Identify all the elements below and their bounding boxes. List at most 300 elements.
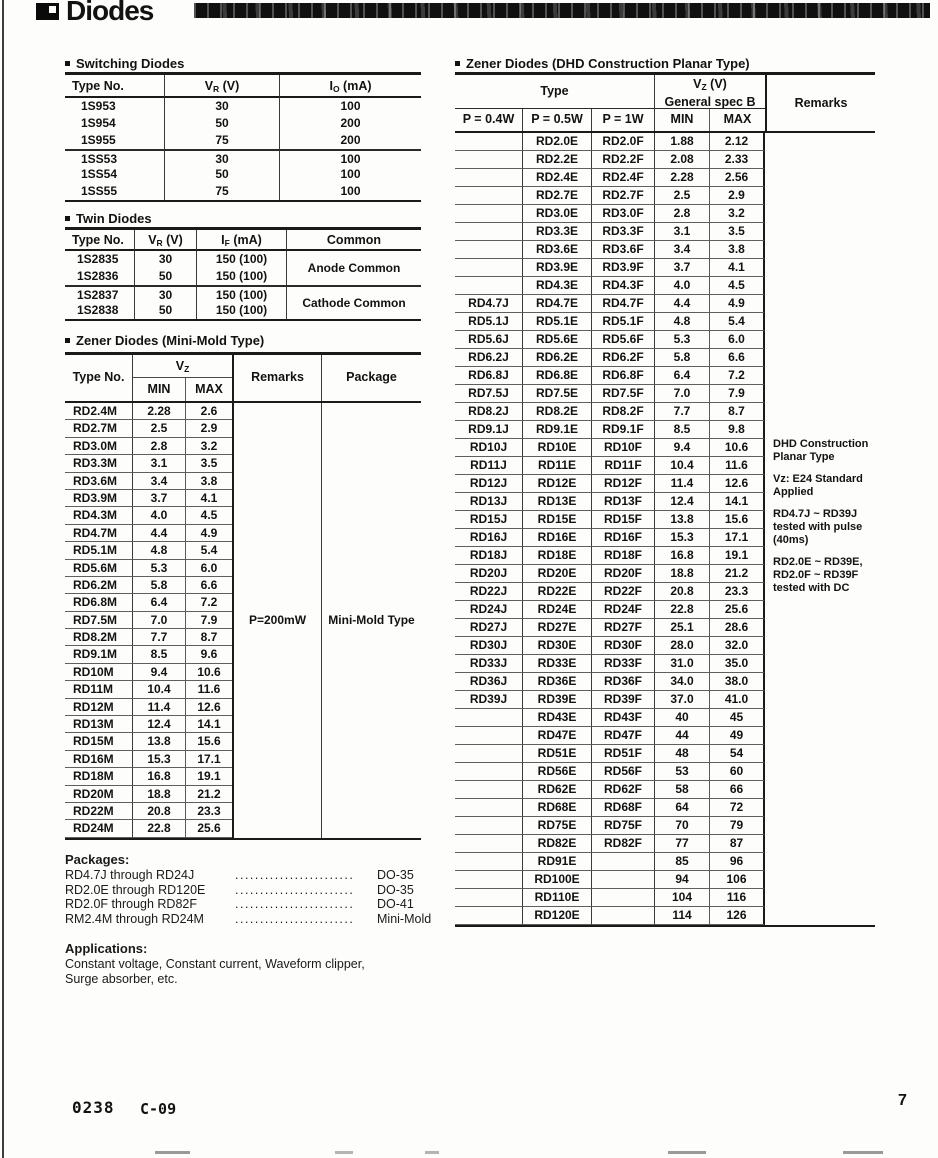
vz-max-cell: 4.1: [710, 259, 765, 277]
col-header-vr: $V_R$ (V): [165, 75, 280, 98]
type-p05-cell: RD8.2E: [523, 403, 592, 421]
footer-section-code: C-09: [140, 1100, 177, 1118]
vz-min-cell: 11.4: [655, 475, 710, 493]
vz-max-cell: 19.1: [186, 768, 232, 785]
type-p1-cell: RD9.1F: [592, 421, 655, 439]
type-no-cell: RD24M: [65, 820, 133, 837]
packages-section: [65, 852, 445, 926]
package-merged-cell: Mini-Mold Type: [328, 613, 415, 628]
vz-max-cell: 126: [710, 907, 765, 925]
footer-page-number: 7: [898, 1092, 907, 1109]
type-p1-cell: RD82F: [592, 835, 655, 853]
type-p05-cell: RD15E: [523, 511, 592, 529]
vz-min-cell: 94: [655, 871, 710, 889]
type-no-cell: RD15M: [65, 733, 133, 750]
type-p04-cell: RD4.7J: [455, 295, 523, 313]
footer-code: 0238: [72, 1098, 115, 1117]
vr-cell: 30: [165, 149, 280, 166]
col-header-min: MIN: [133, 378, 186, 401]
vz-max-cell: 10.6: [186, 664, 232, 681]
type-p05-cell: RD3.9E: [523, 259, 592, 277]
vz-max-cell: 6.6: [186, 577, 232, 594]
type-p1-cell: RD15F: [592, 511, 655, 529]
type-p1-cell: RD20F: [592, 565, 655, 583]
type-p05-cell: RD2.7E: [523, 187, 592, 205]
vz-max-cell: 41.0: [710, 691, 765, 709]
common-cell: Cathode Common: [287, 285, 421, 319]
type-p1-cell: RD56F: [592, 763, 655, 781]
type-p05-cell: RD3.0E: [523, 205, 592, 223]
type-p04-cell: RD9.1J: [455, 421, 523, 439]
package-dots: ........................: [235, 897, 355, 911]
type-no-cell: RD18M: [65, 768, 133, 785]
scan-artifact: [335, 1151, 353, 1154]
type-p04-cell: RD30J: [455, 637, 523, 655]
type-p1-cell: RD6.2F: [592, 349, 655, 367]
zener-dhd-rows: [455, 133, 765, 925]
col-header-p04: P = 0.4W: [455, 109, 523, 131]
vz-max-cell: 2.6: [186, 403, 232, 420]
vz-min-cell: 13.8: [133, 733, 186, 750]
type-p1-cell: RD3.0F: [592, 205, 655, 223]
bullet-icon: [455, 61, 460, 66]
type-no-cell: RD16M: [65, 751, 133, 768]
type-no-cell: 1S2838: [65, 302, 135, 319]
vz-max-cell: 2.56: [710, 169, 765, 187]
scan-edge-line: [2, 0, 4, 1158]
type-p05-cell: RD43E: [523, 709, 592, 727]
type-p04-cell: [455, 727, 523, 745]
vz-min-cell: 31.0: [655, 655, 710, 673]
vz-min-cell: 16.8: [133, 768, 186, 785]
vz-min-cell: 7.0: [133, 612, 186, 629]
type-no-cell: RD3.6M: [65, 473, 133, 490]
type-no-cell: RD8.2M: [65, 629, 133, 646]
type-p04-cell: RD33J: [455, 655, 523, 673]
vz-max-cell: 7.2: [710, 367, 765, 385]
scan-artifact: [843, 1151, 883, 1154]
zener-dhd-table: [455, 72, 875, 927]
vr-cell: 30: [165, 98, 280, 115]
type-p05-cell: RD22E: [523, 583, 592, 601]
type-p1-cell: RD43F: [592, 709, 655, 727]
type-p05-cell: RD39E: [523, 691, 592, 709]
vz-min-cell: 3.7: [133, 490, 186, 507]
package-name: DO-35: [377, 868, 414, 882]
vz-min-cell: 3.1: [133, 455, 186, 472]
vz-max-cell: 28.6: [710, 619, 765, 637]
type-p05-cell: RD2.2E: [523, 151, 592, 169]
type-p05-cell: RD91E: [523, 853, 592, 871]
col-header-vz: $V_Z$: [133, 355, 232, 378]
type-p05-cell: RD12E: [523, 475, 592, 493]
vz-max-cell: 19.1: [710, 547, 765, 565]
type-no-cell: 1SS53: [65, 149, 165, 166]
type-p1-cell: RD8.2F: [592, 403, 655, 421]
vz-min-cell: 9.4: [655, 439, 710, 457]
type-p1-cell: RD2.0F: [592, 133, 655, 151]
type-no-cell: 1S954: [65, 115, 165, 132]
col-header-common: Common: [287, 230, 421, 251]
vr-cell: 50: [135, 302, 197, 319]
type-p1-cell: RD3.3F: [592, 223, 655, 241]
type-p04-cell: [455, 169, 523, 187]
vz-min-cell: 34.0: [655, 673, 710, 691]
type-p04-cell: RD11J: [455, 457, 523, 475]
vz-max-cell: 38.0: [710, 673, 765, 691]
vz-max-cell: 8.7: [186, 629, 232, 646]
vz-min-cell: 8.5: [655, 421, 710, 439]
type-p05-cell: RD24E: [523, 601, 592, 619]
type-p1-cell: RD2.2F: [592, 151, 655, 169]
vz-min-cell: 64: [655, 799, 710, 817]
vz-min-cell: 4.0: [655, 277, 710, 295]
vz-max-cell: 10.6: [710, 439, 765, 457]
vz-min-cell: 7.0: [655, 385, 710, 403]
io-cell: 100: [340, 184, 361, 198]
vz-max-cell: 6.6: [710, 349, 765, 367]
vz-min-cell: 6.4: [133, 594, 186, 611]
vz-max-cell: 8.7: [710, 403, 765, 421]
zener-mini-rows: [65, 403, 232, 838]
vr-cell: 30: [135, 251, 197, 268]
vz-min-cell: 20.8: [655, 583, 710, 601]
section-title-twin: Twin Diodes: [65, 211, 152, 226]
type-p1-cell: RD24F: [592, 601, 655, 619]
type-p1-cell: RD10F: [592, 439, 655, 457]
vz-min-cell: 5.8: [133, 577, 186, 594]
io-cell: 100: [340, 99, 361, 113]
vz-max-cell: 4.5: [710, 277, 765, 295]
type-p04-cell: [455, 259, 523, 277]
type-p04-cell: RD18J: [455, 547, 523, 565]
if-cell: 150 (100): [197, 285, 287, 302]
type-p1-cell: [592, 889, 655, 907]
type-p04-cell: [455, 745, 523, 763]
type-p1-cell: RD5.6F: [592, 331, 655, 349]
type-p04-cell: RD15J: [455, 511, 523, 529]
type-p04-cell: RD10J: [455, 439, 523, 457]
vz-min-cell: 70: [655, 817, 710, 835]
type-p04-cell: RD24J: [455, 601, 523, 619]
type-p1-cell: RD3.6F: [592, 241, 655, 259]
vz-max-cell: 45: [710, 709, 765, 727]
type-p1-cell: RD5.1F: [592, 313, 655, 331]
type-p05-cell: RD4.7E: [523, 295, 592, 313]
section-title-zener-mini: Zener Diodes (Mini-Mold Type): [65, 333, 264, 348]
type-p04-cell: [455, 205, 523, 223]
type-p1-cell: RD11F: [592, 457, 655, 475]
col-header-type-no: Type No.: [65, 355, 133, 401]
package-range: RM2.4M through RD24M: [65, 911, 204, 926]
type-p04-cell: RD27J: [455, 619, 523, 637]
vz-max-cell: 3.5: [710, 223, 765, 241]
vz-max-cell: 6.0: [186, 560, 232, 577]
type-p05-cell: RD11E: [523, 457, 592, 475]
vz-max-cell: 4.1: [186, 490, 232, 507]
type-p04-cell: [455, 187, 523, 205]
vz-min-cell: 4.0: [133, 507, 186, 524]
type-p04-cell: [455, 871, 523, 889]
type-p1-cell: RD27F: [592, 619, 655, 637]
vz-min-cell: 15.3: [655, 529, 710, 547]
type-p05-cell: RD5.1E: [523, 313, 592, 331]
type-p05-cell: RD9.1E: [523, 421, 592, 439]
zener-mini-table-header: [65, 355, 421, 403]
package-name: DO-35: [377, 882, 414, 897]
type-no-cell: RD5.1M: [65, 542, 133, 559]
package-range: RD2.0F through RD82F: [65, 897, 198, 911]
vz-max-cell: 54: [710, 745, 765, 763]
type-p04-cell: RD5.6J: [455, 331, 523, 349]
type-p05-cell: RD2.4E: [523, 169, 592, 187]
type-p05-cell: RD3.6E: [523, 241, 592, 259]
package-line: [65, 912, 445, 927]
bullet-icon: [65, 61, 70, 66]
type-p04-cell: RD36J: [455, 673, 523, 691]
type-p04-cell: RD7.5J: [455, 385, 523, 403]
vz-min-cell: 3.7: [655, 259, 710, 277]
scan-artifact: [425, 1151, 439, 1154]
vz-max-cell: 106: [710, 871, 765, 889]
zener-dhd-table-header: [455, 75, 875, 133]
io-cell: 200: [340, 133, 361, 147]
type-p05-cell: RD6.2E: [523, 349, 592, 367]
vz-min-cell: 5.8: [655, 349, 710, 367]
type-p05-cell: RD27E: [523, 619, 592, 637]
type-no-cell: 1S2837: [65, 285, 135, 302]
scan-artifact: [155, 1151, 190, 1154]
col-header-if: $I_F$ (mA): [197, 230, 287, 251]
vz-min-cell: 7.7: [133, 629, 186, 646]
vz-max-cell: 4.5: [186, 507, 232, 524]
type-no-cell: 1SS54: [65, 166, 165, 183]
vz-max-cell: 49: [710, 727, 765, 745]
type-p1-cell: RD3.9F: [592, 259, 655, 277]
type-p1-cell: RD6.8F: [592, 367, 655, 385]
vz-min-cell: 18.8: [655, 565, 710, 583]
vz-min-cell: 37.0: [655, 691, 710, 709]
bullet-icon: [65, 216, 70, 221]
switching-table: [65, 72, 421, 202]
type-p04-cell: [455, 151, 523, 169]
vz-min-cell: 4.4: [655, 295, 710, 313]
type-p04-cell: [455, 763, 523, 781]
vr-cell: 50: [165, 115, 280, 132]
type-no-cell: RD4.7M: [65, 525, 133, 542]
type-p04-cell: RD13J: [455, 493, 523, 511]
type-p1-cell: RD68F: [592, 799, 655, 817]
type-p1-cell: RD4.3F: [592, 277, 655, 295]
vz-max-cell: 2.9: [186, 420, 232, 437]
col-header-remarks: Remarks: [232, 355, 322, 401]
vz-min-cell: 4.8: [133, 542, 186, 559]
type-no-cell: 1S2836: [65, 268, 135, 285]
vz-min-cell: 11.4: [133, 699, 186, 716]
type-p05-cell: RD16E: [523, 529, 592, 547]
type-p04-cell: [455, 853, 523, 871]
type-p04-cell: RD22J: [455, 583, 523, 601]
type-p05-cell: RD68E: [523, 799, 592, 817]
vz-min-cell: 7.7: [655, 403, 710, 421]
zener-mini-table: [65, 352, 421, 840]
vr-cell: 50: [135, 268, 197, 285]
type-no-cell: RD6.8M: [65, 594, 133, 611]
vz-max-cell: 15.6: [710, 511, 765, 529]
vz-min-cell: 2.28: [655, 169, 710, 187]
if-cell: 150 (100): [197, 251, 287, 268]
vz-min-cell: 16.8: [655, 547, 710, 565]
type-p05-cell: RD51E: [523, 745, 592, 763]
vz-max-cell: 87: [710, 835, 765, 853]
type-p05-cell: RD6.8E: [523, 367, 592, 385]
vz-max-cell: 11.6: [710, 457, 765, 475]
col-header-max: MAX: [195, 382, 223, 396]
vz-min-cell: 53: [655, 763, 710, 781]
vz-min-cell: 2.8: [133, 438, 186, 455]
vz-min-cell: 58: [655, 781, 710, 799]
type-no-cell: RD5.6M: [65, 560, 133, 577]
col-header-vz-general: [655, 75, 765, 109]
vz-min-cell: 48: [655, 745, 710, 763]
vz-min-cell: 44: [655, 727, 710, 745]
bullet-icon: [65, 338, 70, 343]
vz-max-cell: 3.5: [186, 455, 232, 472]
type-p1-cell: [592, 871, 655, 889]
vz-min-cell: 5.3: [655, 331, 710, 349]
vz-max-cell: 60: [710, 763, 765, 781]
io-cell: 200: [340, 116, 361, 130]
vz-min-cell: 25.1: [655, 619, 710, 637]
type-no-cell: RD12M: [65, 699, 133, 716]
type-no-cell: RD13M: [65, 716, 133, 733]
vz-min-cell: 6.4: [655, 367, 710, 385]
type-p05-cell: RD20E: [523, 565, 592, 583]
type-p04-cell: [455, 709, 523, 727]
vz-min-cell: 4.4: [133, 525, 186, 542]
applications-line: Constant voltage, Constant current, Waveform clipper,: [65, 957, 365, 971]
type-p04-cell: [455, 889, 523, 907]
vz-min-cell: 104: [655, 889, 710, 907]
vr-cell: 75: [165, 183, 280, 200]
type-p1-cell: RD39F: [592, 691, 655, 709]
type-p04-cell: RD8.2J: [455, 403, 523, 421]
vz-max-cell: 21.2: [710, 565, 765, 583]
type-no-cell: RD3.3M: [65, 455, 133, 472]
type-no-cell: RD3.0M: [65, 438, 133, 455]
packages-list: [65, 868, 445, 926]
type-no-cell: RD22M: [65, 803, 133, 820]
type-p1-cell: RD36F: [592, 673, 655, 691]
vz-min-cell: 15.3: [133, 751, 186, 768]
vz-max-cell: 9.8: [710, 421, 765, 439]
type-p04-cell: RD12J: [455, 475, 523, 493]
type-p1-cell: RD7.5F: [592, 385, 655, 403]
type-p05-cell: RD75E: [523, 817, 592, 835]
remark-note: DHD Construction Planar Type: [773, 438, 869, 463]
type-p05-cell: RD36E: [523, 673, 592, 691]
if-cell: 150 (100): [197, 302, 287, 319]
vz-max-cell: 14.1: [186, 716, 232, 733]
type-p05-cell: RD7.5E: [523, 385, 592, 403]
type-p05-cell: RD62E: [523, 781, 592, 799]
vz-max-cell: 4.9: [186, 525, 232, 542]
vz-max-cell: 7.9: [710, 385, 765, 403]
type-p05-cell: RD110E: [523, 889, 592, 907]
vz-min-cell: 28.0: [655, 637, 710, 655]
zener-dhd-table-body: [455, 133, 875, 925]
type-no-cell: 1S955: [65, 132, 165, 149]
type-p04-cell: [455, 781, 523, 799]
type-p04-cell: RD16J: [455, 529, 523, 547]
vz-max-cell: 11.6: [186, 681, 232, 698]
package-dots: ........................: [235, 911, 355, 926]
vz-max-cell: 25.6: [710, 601, 765, 619]
type-p05-cell: RD56E: [523, 763, 592, 781]
col-header-max: MAX: [723, 112, 752, 126]
package-line: [65, 883, 445, 898]
vz-min-cell: 2.8: [655, 205, 710, 223]
vz-min-cell: 1.88: [655, 133, 710, 151]
vz-min-cell: 2.5: [133, 420, 186, 437]
vz-max-cell: 15.6: [186, 733, 232, 750]
vz-max-cell: 21.2: [186, 786, 232, 803]
vz-max-cell: 3.2: [186, 438, 232, 455]
col-header-p1: P = 1W: [592, 109, 655, 131]
vz-header-line2: General spec B: [664, 95, 756, 109]
package-line: [65, 868, 445, 883]
vz-max-cell: 12.6: [710, 475, 765, 493]
type-p04-cell: [455, 835, 523, 853]
type-p05-cell: RD82E: [523, 835, 592, 853]
applications-section: [65, 941, 465, 987]
vz-max-cell: 2.12: [710, 133, 765, 151]
type-p1-cell: RD62F: [592, 781, 655, 799]
vr-cell: 30: [135, 285, 197, 302]
vz-min-cell: 77: [655, 835, 710, 853]
vz-max-cell: 5.4: [710, 313, 765, 331]
type-p04-cell: [455, 223, 523, 241]
vz-max-cell: 3.2: [710, 205, 765, 223]
vz-min-cell: 114: [655, 907, 710, 925]
vr-cell: 75: [165, 132, 280, 149]
type-no-cell: 1S2835: [65, 251, 135, 268]
package-dots: ........................: [235, 882, 355, 897]
vz-min-cell: 10.4: [133, 681, 186, 698]
type-p05-cell: RD10E: [523, 439, 592, 457]
col-header-package: Package: [346, 370, 397, 384]
package-name: DO-41: [377, 897, 414, 911]
vz-max-cell: 3.8: [186, 473, 232, 490]
if-cell: 150 (100): [197, 268, 287, 285]
remark-note: Vz: E24 Standard Applied: [773, 473, 863, 498]
type-p04-cell: [455, 277, 523, 295]
remark-note: RD4.7J ~ RD39J tested with pulse (40ms): [773, 508, 863, 546]
vz-max-cell: 72: [710, 799, 765, 817]
type-p04-cell: RD5.1J: [455, 313, 523, 331]
package-name: Mini-Mold: [377, 911, 432, 926]
vz-max-cell: 3.8: [710, 241, 765, 259]
type-p1-cell: RD2.7F: [592, 187, 655, 205]
zener-mini-table-body: [65, 403, 421, 838]
type-p04-cell: RD39J: [455, 691, 523, 709]
vz-max-cell: 96: [710, 853, 765, 871]
vr-cell: 50: [165, 166, 280, 183]
remarks-merged-cell: P=200mW: [232, 403, 322, 838]
type-p1-cell: RD16F: [592, 529, 655, 547]
type-no-cell: RD11M: [65, 681, 133, 698]
vz-min-cell: 5.3: [133, 560, 186, 577]
